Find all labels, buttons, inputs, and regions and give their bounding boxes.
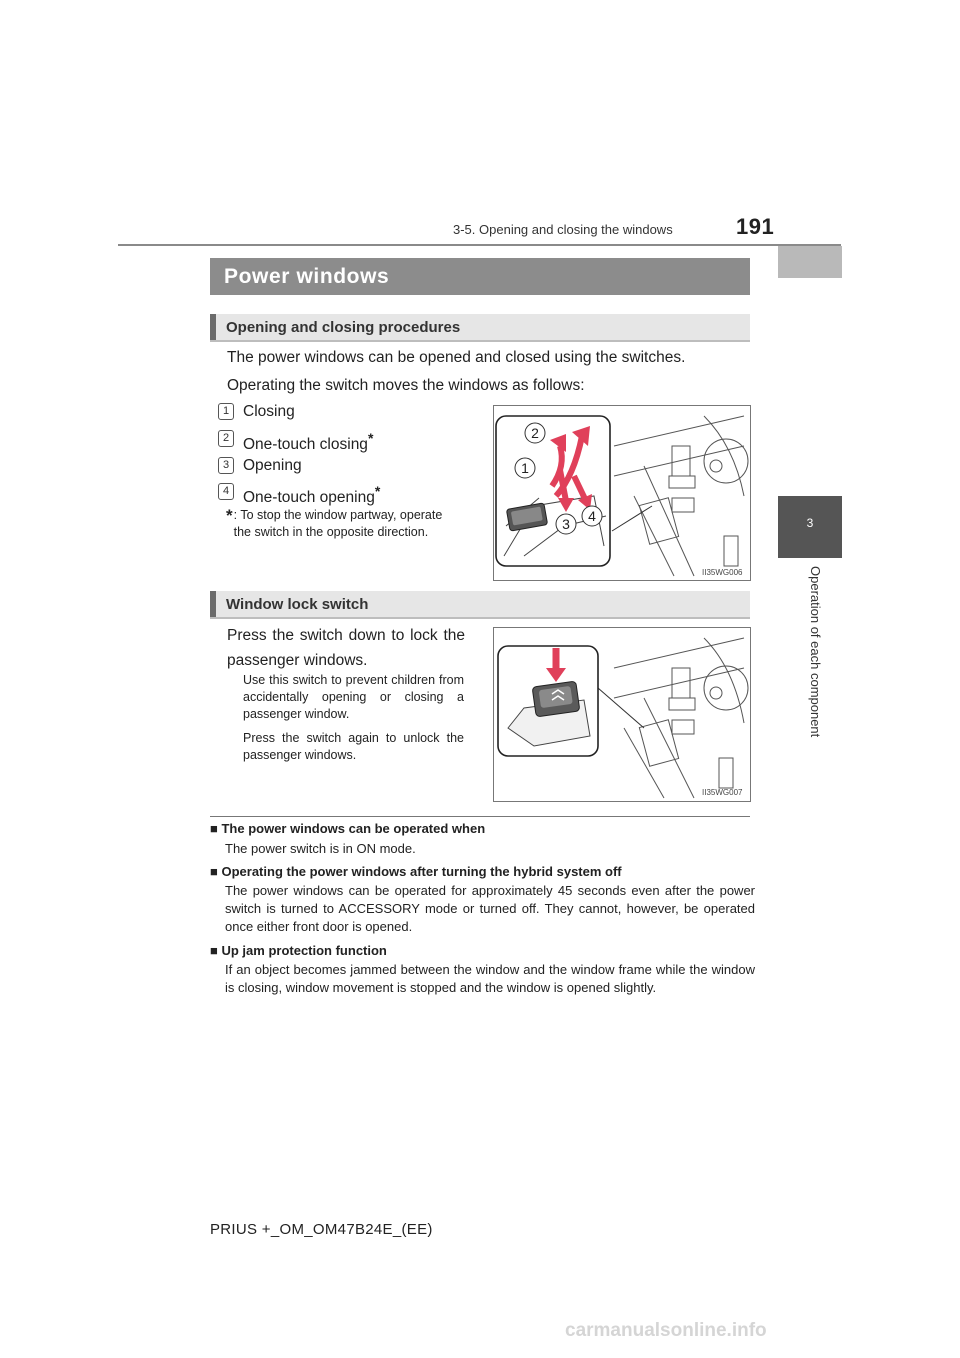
- header-rule: [118, 244, 841, 246]
- window-switch-figure: [493, 405, 751, 581]
- callout-2: 2: [531, 425, 539, 441]
- window-switch-illustration: [494, 406, 750, 580]
- callout-3: 3: [562, 516, 570, 532]
- footnote-star: *: [226, 506, 233, 525]
- callout-1: 1: [521, 460, 529, 476]
- list-number-3: 3: [218, 457, 234, 474]
- watermark: carmanualsonline.info: [565, 1320, 767, 1341]
- intro-text-1: The power windows can be opened and closed using the switches.: [227, 349, 686, 366]
- note-bullet: ■: [210, 821, 218, 836]
- section-heading-window-lock: [210, 591, 750, 619]
- figure-code-2: II35WG007: [702, 788, 743, 797]
- asterisk-mark: *: [374, 483, 381, 499]
- note-bullet: ■: [210, 943, 218, 958]
- section-heading-opening-closing: [210, 314, 750, 342]
- footnote: [226, 507, 462, 541]
- note-2: [210, 864, 755, 936]
- window-lock-figure: [493, 627, 751, 802]
- note-body: The power windows can be operated for approximately 45 seconds even after the power switch is turned to ACCESSORY mode or turned off. They cannot, however, be operated once either front door is opened.: [225, 883, 755, 934]
- note-body: The power switch is in ON mode.: [225, 841, 416, 856]
- note-heading: ■ Up jam protection function: [210, 943, 387, 958]
- list-label-opening: Opening: [243, 457, 302, 474]
- note-body: If an object becomes jammed between the window and the window frame while the window is closing, window movement is stopped and the window is opened slightly.: [225, 962, 755, 995]
- note-heading: ■ Operating the power windows after turning the hybrid system off: [210, 864, 622, 879]
- note-heading: ■ The power windows can be operated when: [210, 821, 486, 836]
- window-lock-illustration: [494, 628, 750, 801]
- page-number: 191: [736, 214, 775, 239]
- figure-code-1: II35WG006: [702, 568, 743, 577]
- section-heading-text: Window lock switch: [226, 596, 369, 613]
- section-heading-text: Opening and closing procedures: [226, 319, 461, 336]
- list-number-2: 2: [218, 430, 234, 447]
- note-bullet: ■: [210, 864, 218, 879]
- list-number-1: 1: [218, 403, 234, 420]
- callout-4: 4: [588, 508, 596, 524]
- note-1: [210, 821, 755, 858]
- list-label-closing: Closing: [243, 403, 295, 420]
- notes-rule: [210, 816, 750, 817]
- lock-instruction: Press the switch down to lock the passenger windows.: [227, 627, 465, 669]
- footer-doc-id: PRIUS +_OM_OM47B24E_(EE): [210, 1221, 433, 1238]
- heading-marker: [210, 591, 216, 617]
- list-number-4: 4: [218, 483, 234, 500]
- chapter-title: Operation of each component: [808, 566, 823, 738]
- intro-text-2: Operating the switch moves the windows as follows:: [227, 377, 585, 394]
- lock-note-1: Use this switch to prevent children from accidentally opening or closing a passenger window.: [243, 673, 464, 721]
- heading-marker: [210, 314, 216, 340]
- footnote-text: : To stop the window partway, operate the switch in the opposite direction.: [233, 508, 443, 539]
- chapter-number: 3: [806, 516, 814, 530]
- page-title: Power windows: [210, 258, 750, 295]
- section-title: 3-5. Opening and closing the windows: [453, 222, 673, 237]
- lock-note-2: Press the switch again to unlock the passenger windows.: [243, 731, 464, 762]
- list-label-one-touch-opening: One-touch opening*: [243, 483, 381, 506]
- note-3: [210, 943, 755, 997]
- asterisk-mark: *: [367, 430, 374, 446]
- side-chapter-block: [778, 246, 842, 278]
- list-label-one-touch-closing: One-touch closing*: [243, 430, 374, 453]
